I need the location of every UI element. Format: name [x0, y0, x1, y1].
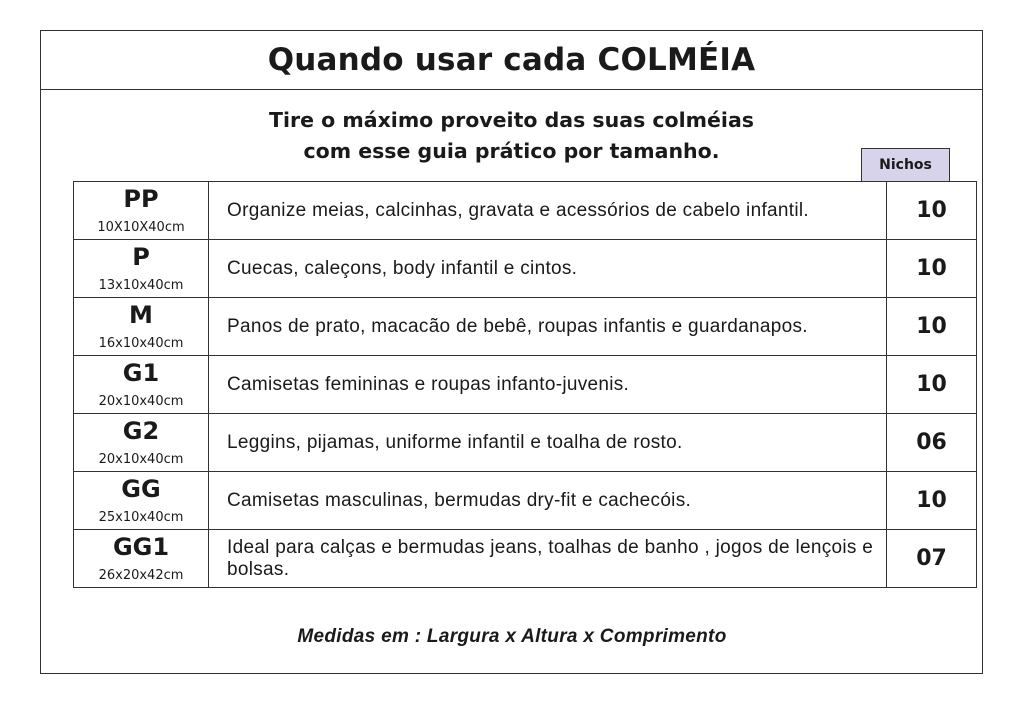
- size-dimensions: 10X10X40cm: [97, 220, 185, 235]
- size-code: P: [132, 243, 150, 271]
- size-cell: [74, 298, 209, 356]
- size-code: M: [129, 301, 153, 329]
- size-code: GG1: [112, 533, 170, 561]
- usage-description: Panos de prato, macacão de bebê, roupas infantis e guardanapos.: [209, 298, 887, 356]
- usage-description: Camisetas masculinas, bermudas dry-fit e cachecóis.: [209, 472, 887, 530]
- nichos-count: 07: [887, 530, 977, 588]
- size-cell: [74, 240, 209, 298]
- size-cell: [74, 356, 209, 414]
- nichos-count: 10: [887, 298, 977, 356]
- nichos-count: 10: [887, 472, 977, 530]
- size-dimensions: 13x10x40cm: [98, 278, 184, 293]
- table-row: [74, 414, 977, 472]
- size-guide-table: [73, 181, 977, 588]
- measurement-note: Medidas em : Largura x Altura x Comprimento: [297, 626, 727, 647]
- size-dimensions: 16x10x40cm: [98, 336, 184, 351]
- subtitle: [41, 105, 982, 167]
- nichos-header: Nichos: [861, 148, 950, 181]
- size-code: GG: [121, 475, 161, 503]
- nichos-count: 10: [887, 356, 977, 414]
- size-code: G1: [122, 359, 160, 387]
- usage-description: Camisetas femininas e roupas infanto-juvenis.: [209, 356, 887, 414]
- subtitle-line-2: com esse guia prático por tamanho.: [303, 139, 720, 163]
- nichos-count: 10: [887, 182, 977, 240]
- subtitle-line-1: Tire o máximo proveito das suas colméias: [269, 108, 754, 132]
- table-row: [74, 530, 977, 588]
- table-row: [74, 182, 977, 240]
- size-code: PP: [123, 185, 159, 213]
- size-cell: [74, 414, 209, 472]
- table-row: [74, 298, 977, 356]
- size-dimensions: 26x20x42cm: [98, 568, 184, 583]
- size-dimensions: 25x10x40cm: [98, 510, 184, 525]
- table-row: [74, 240, 977, 298]
- usage-description: Leggins, pijamas, uniforme infantil e toalha de rosto.: [209, 414, 887, 472]
- table-row: [74, 356, 977, 414]
- usage-description: Organize meias, calcinhas, gravata e acessórios de cabelo infantil.: [209, 182, 887, 240]
- usage-description: Cuecas, caleçons, body infantil e cintos.: [209, 240, 887, 298]
- size-code: G2: [122, 417, 160, 445]
- table-row: [74, 472, 977, 530]
- title-bar: [41, 31, 982, 90]
- size-cell: [74, 182, 209, 240]
- usage-description: Ideal para calças e bermudas jeans, toalhas de banho , jogos de lençois e bolsas.: [209, 530, 887, 588]
- page-title: Quando usar cada COLMÉIA: [267, 42, 756, 78]
- size-cell: [74, 472, 209, 530]
- nichos-count: 10: [887, 240, 977, 298]
- size-cell: [74, 530, 209, 588]
- nichos-count: 06: [887, 414, 977, 472]
- size-dimensions: 20x10x40cm: [98, 452, 184, 467]
- size-dimensions: 20x10x40cm: [98, 394, 184, 409]
